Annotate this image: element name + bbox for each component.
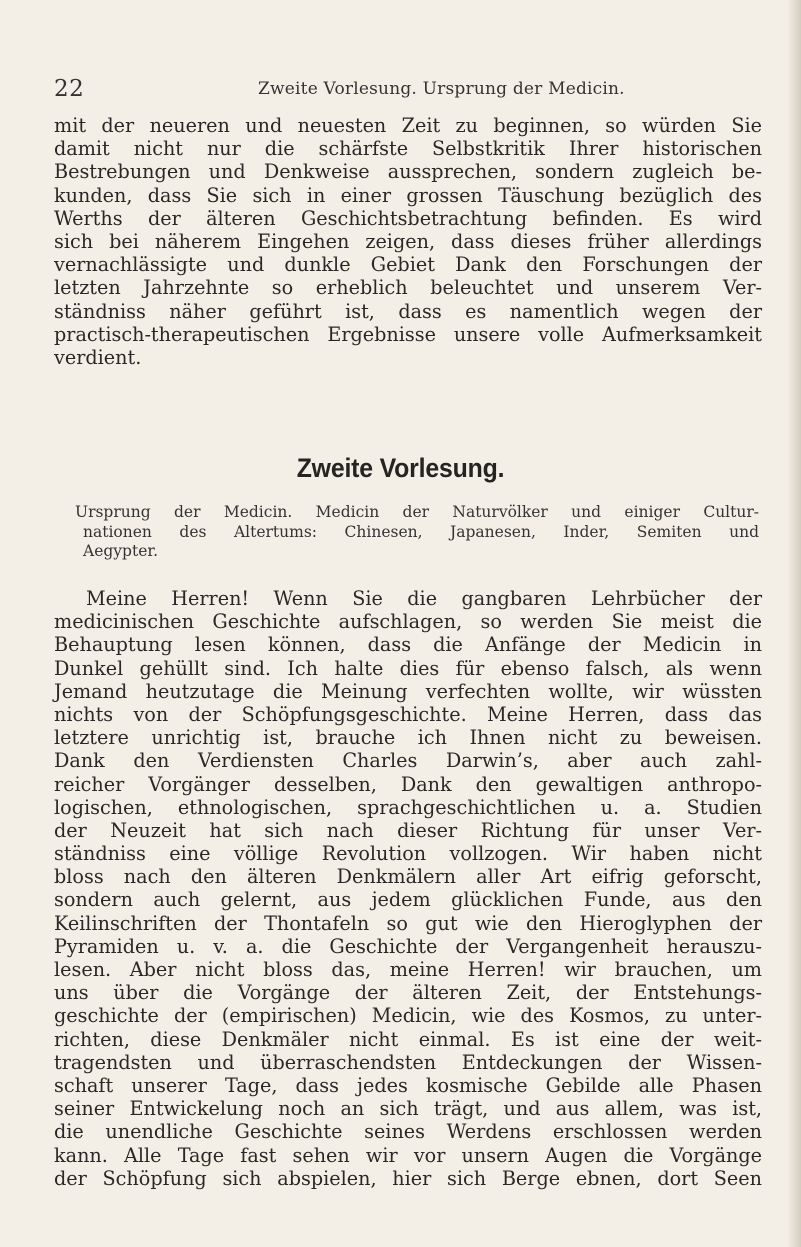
text-line: kunden, dass Sie sich in einer grossen Täuschung bezüglich des — [54, 183, 762, 207]
text-line: die unendliche Geschichte seines Werdens erschlossen werden — [54, 1120, 762, 1144]
running-head: Zweite Vorlesung. Ursprung der Medicin. — [258, 79, 625, 99]
body-paragraph — [54, 587, 762, 1190]
summary-line: Aegypter. — [83, 542, 159, 560]
text-line: ständniss näher geführt ist, dass es namentlich wegen der — [54, 299, 762, 323]
intro-paragraph — [54, 114, 762, 369]
text-line: nichts von der Schöpfungsgeschichte. Meine Herren, dass das — [54, 702, 762, 726]
text-line: uns über die Vorgänge der älteren Zeit, der Entstehungs- — [54, 981, 762, 1005]
text-line: sich bei näherem Eingehen zeigen, dass dieses früher allerdings — [54, 229, 762, 253]
text-line: Meine Herren! Wenn Sie die gangbaren Lehrbücher der — [86, 587, 762, 610]
text-line: seiner Entwickelung noch an sich trägt, und aus allem, was ist, — [54, 1097, 762, 1121]
summary-line: nationen des Altertums: Chinesen, Japanesen, Inder, Semiten und — [83, 522, 759, 541]
text-line: letzten Jahrzehnte so erheblich beleuchtet und unserem Ver- — [54, 276, 762, 300]
text-line: vernachlässigte und dunkle Gebiet Dank den Forschungen der — [54, 253, 762, 277]
text-line: der Neuzeit hat sich nach dieser Richtung für unser Ver- — [54, 818, 762, 842]
text-line: letztere unrichtig ist, brauche ich Ihnen nicht zu beweisen. — [54, 726, 762, 750]
lecture-summary — [75, 503, 759, 562]
text-line: Jemand heutzutage die Meinung verfechten wollte, wir wüssten — [54, 679, 762, 703]
text-line: Keilinschriften der Thontafeln so gut wie den Hieroglyphen der — [54, 911, 762, 935]
text-line: tragendsten und überraschendsten Entdeckungen der Wissen- — [54, 1050, 762, 1074]
text-line: richten, diese Denkmäler nicht einmal. Es ist eine der weit- — [54, 1027, 762, 1051]
text-line: medicinischen Geschichte aufschlagen, so werden Sie meist die — [54, 610, 762, 634]
text-line: geschichte der (empirischen) Medicin, wie des Kosmos, zu unter- — [54, 1004, 762, 1028]
summary-line: Ursprung der Medicin. Medicin der Naturvölker und einiger Cultur- — [75, 503, 759, 521]
text-line: logischen, ethnologischen, sprachgeschichtlichen u. a. Studien — [54, 795, 762, 819]
text-line: Werths der älteren Geschichtsbetrachtung befinden. Es wird — [54, 206, 762, 230]
page-edge-shadow — [787, 0, 801, 1247]
text-line: verdient. — [54, 345, 142, 369]
text-line: bloss nach den älteren Denkmälern aller Art eifrig geforscht, — [54, 865, 762, 889]
text-line: damit nicht nur die schärfste Selbstkritik Ihrer historischen — [54, 137, 762, 161]
text-line: sondern auch gelernt, aus jedem glücklichen Funde, aus den — [54, 888, 762, 912]
text-line: Dunkel gehüllt sind. Ich halte dies für ebenso falsch, als wenn — [54, 656, 762, 680]
text-line: reicher Vorgänger desselben, Dank den gewaltigen anthropo- — [54, 772, 762, 796]
text-line: ständniss eine völlige Revolution vollzogen. Wir haben nicht — [54, 842, 762, 866]
text-line: Dank den Verdiensten Charles Darwin’s, aber auch zahl- — [54, 749, 762, 773]
text-line: schaft unserer Tage, dass jedes kosmische Gebilde alle Phasen — [54, 1073, 762, 1097]
text-line: Bestrebungen und Denkweise aussprechen, sondern zugleich be- — [54, 160, 762, 184]
text-line: practisch-therapeutischen Ergebnisse unsere volle Aufmerksamkeit — [54, 322, 762, 346]
text-line: kann. Alle Tage fast sehen wir vor unsern Augen die Vorgänge — [54, 1143, 762, 1167]
text-line: mit der neueren und neuesten Zeit zu beginnen, so würden Sie — [54, 114, 762, 137]
lecture-title: Zweite Vorlesung. — [296, 453, 505, 483]
text-line: der Schöpfung sich abspielen, hier sich Berge ebnen, dort Seen — [54, 1166, 762, 1190]
text-line: Behauptung lesen können, dass die Anfänge der Medicin in — [54, 633, 762, 657]
page-header — [54, 76, 754, 106]
text-line: Pyramiden u. v. a. die Geschichte der Vergangenheit herauszu- — [54, 934, 762, 958]
text-line: lesen. Aber nicht bloss das, meine Herren! wir brauchen, um — [54, 958, 762, 981]
page-number: 22 — [54, 76, 85, 102]
